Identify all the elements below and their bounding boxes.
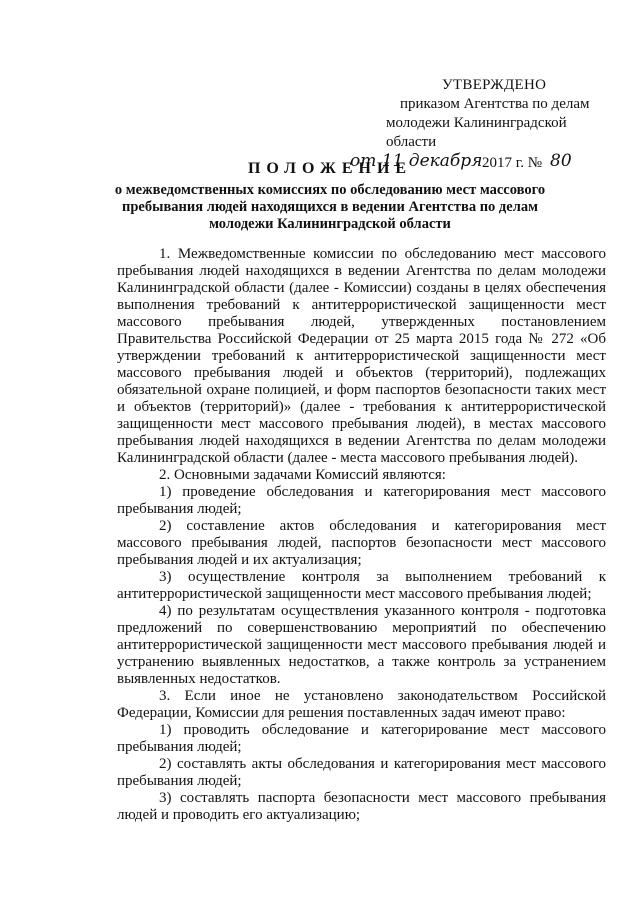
paragraph: 1. Межведомственные комиссии по обследованию мест массового пребывания людей находящихся в ведении Агентства по делам молодежи Калининградской области (далее - Комиссии) созданы в целях обеспечения выполнения требований к антитеррористической защищенности мест массового пребывания людей, утвержденных постановлением Правительства Российской Федерации от 25 марта 2015 года № 272 «Об утверждении требований к антитеррористической защищенности мест массового пребывания людей и объектов (территорий), подлежащих обязательной охране полицией, и форм паспортов безопасности таких мест и объектов (территорий)» (далее - требования к антитеррористической защищенности мест массового пребывания людей), в местах массового пребывания людей находящихся в ведении Агентства по делам молодежи Калининградской области (далее - места массового пребывания людей). [117, 246, 606, 466]
approved-heading: УТВЕРЖДЕНО [442, 77, 547, 93]
approval-year: 2017 г. № [482, 155, 543, 171]
paragraph: 2. Основными задачами Комиссий являются: [159, 467, 446, 483]
title-block [100, 160, 560, 233]
paragraph: 3) составлять паспорта безопасности мест массового пребывания людей и проводить его актуализацию; [117, 790, 606, 823]
paragraph: 1) проведение обследования и категорирования мест массового пребывания людей; [117, 484, 606, 517]
paragraph: 2) составлять акты обследования и категорирования мест массового пребывания людей; [117, 756, 606, 789]
approval-order-line: приказом Агентства по делам [400, 96, 590, 112]
document-title: ПОЛОЖЕНИЕ [247, 160, 413, 177]
paragraph: 1) проводить обследование и категорирование мест массового пребывания людей; [117, 722, 606, 755]
document-subtitle: о межведомственных комиссиях по обследованию мест массового пребывания людей находящихся в ведении Агентства по делам молодежи Калининградской области [114, 182, 546, 232]
paragraph: 2) составление актов обследования и категорирования мест массового пребывания людей, паспортов безопасности мест массового пребывания людей и их актуализация; [117, 518, 606, 568]
paragraph: 3. Если иное не установлено законодательством Российской Федерации, Комиссии для решения поставленных задач имеют право: [117, 688, 606, 721]
paragraph: 4) по результатам осуществления указанного контроля - подготовка предложений по совершенствованию мероприятий по обеспечению антитеррористической защищенности мест массового пребывания людей и устранению выявленных недостатков, а также контроль за устранением выявленных недостатков. [117, 603, 606, 687]
handwritten-number: 80 [550, 151, 572, 171]
document-body [117, 246, 606, 824]
approval-region-line: молодежи Калининградской области [386, 115, 567, 150]
paragraph: 3) осуществление контроля за выполнением требований к антитеррористической защищенности мест массового пребывания людей; [117, 569, 606, 602]
handwritten-date: от 11 декабря [350, 151, 483, 171]
